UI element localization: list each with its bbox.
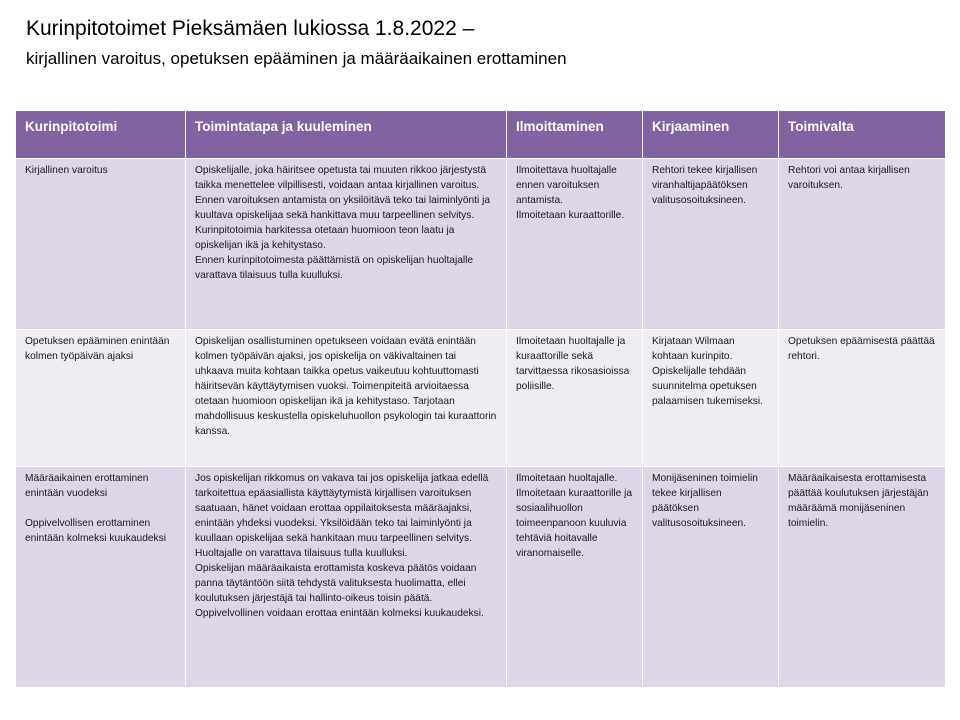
cell-notification: Ilmoitettava huoltajalle ennen varoituksen antamista. Ilmoitetaan kuraattorille.: [507, 159, 643, 330]
cell-recording: Kirjataan Wilmaan kohtaan kurinpito. Opiskelijalle tehdään suunnitelma opetuksen palaamisen tukemiseksi.: [643, 330, 779, 467]
slide-subtitle: kirjallinen varoitus, opetuksen epääminen ja määräaikainen erottaminen: [26, 49, 567, 68]
cell-recording: Rehtori tekee kirjallisen viranhaltijapäätöksen valitusosoituksineen.: [643, 159, 779, 330]
header-authority: Toimivalta: [779, 111, 946, 159]
cell-notification: Ilmoitetaan huoltajalle. Ilmoitetaan kuraattorille ja sosiaalihuollon toimeenpanoon kuuluvia tehtäviä hoitavalle viranomaiselle.: [507, 467, 643, 688]
header-notification: Ilmoittaminen: [507, 111, 643, 159]
table-header-row: [16, 111, 946, 159]
cell-procedure: Opiskelijan osallistuminen opetukseen voidaan evätä enintään kolmen työpäivän ajaksi, jos opiskelija on väkivaltainen tai uhkaava muita kohtaan taikka opetus vaikeutuu kohtuuttomasti häiritsevän käyttäytymisen vuoksi. Toimenpiteitä arvioitaessa otetaan huomioon opiskelijan ikä ja kehitystaso. Tarjotaan mahdollisuus keskustella opiskeluhuollon psykologin tai kuraattorin kanssa.: [186, 330, 507, 467]
header-recording: Kirjaaminen: [643, 111, 779, 159]
cell-measure: Opetuksen epääminen enintään kolmen työpäivän ajaksi: [16, 330, 186, 467]
table-row: [16, 159, 946, 330]
header-measure: Kurinpitotoimi: [16, 111, 186, 159]
cell-procedure: Jos opiskelijan rikkomus on vakava tai jos opiskelija jatkaa edellä tarkoitettua epäasiallista käyttäytymistä kirjallisen varoituksen saatuaan, hänet voidaan erottaa oppilaitoksesta määräajaksi, enintään yhdeksi vuodeksi. Yksilöidään teko tai laiminlyönti ja kuullaan opiskelijaa sekä hankitaan muu tarpeellinen selvitys. Huoltajalle on varattava tilaisuus tulla kuulluksi. Opiskelijan määräaikaista erottamista koskeva päätös voidaan panna täytäntöön siitä tehdystä valituksesta huolimatta, ellei koulutuksen järjestäjä tai hallinto-oikeus toisin päätä. Oppivelvollinen voidaan erottaa enintään kolmeksi kuukaudeksi.: [186, 467, 507, 688]
cell-authority: Opetuksen epäämisestä päättää rehtori.: [779, 330, 946, 467]
cell-authority: Määräaikaisesta erottamisesta päättää koulutuksen järjestäjän määräämä monijäseninen toimielin.: [779, 467, 946, 688]
cell-authority: Rehtori voi antaa kirjallisen varoituksen.: [779, 159, 946, 330]
discipline-table: [15, 110, 946, 688]
cell-procedure: Opiskelijalle, joka häiritsee opetusta tai muuten rikkoo järjestystä taikka menettelee vilpillisesti, voidaan antaa kirjallinen varoitus. Ennen varoituksen antamista on yksilöitävä teko tai laiminlyönti ja kuultava opiskelijaa sekä hankittava muu tarpeellinen selvitys. Kurinpitotoimia harkitessa otetaan huomioon teon laatu ja opiskelijan ikä ja kehitystaso. Ennen kurinpitotoimesta päättämistä on opiskelijan huoltajalle varattava tilaisuus tulla kuulluksi.: [186, 159, 507, 330]
cell-measure: Kirjallinen varoitus: [16, 159, 186, 330]
cell-recording: Monijäseninen toimielin tekee kirjallisen päätöksen valitusosoituksineen.: [643, 467, 779, 688]
cell-measure: Määräaikainen erottaminen enintään vuodeksi Oppivelvollisen erottaminen enintään kolmeksi kuukaudeksi: [16, 467, 186, 688]
table-row: [16, 330, 946, 467]
table-row: [16, 467, 946, 688]
cell-notification: Ilmoitetaan huoltajalle ja kuraattorille sekä tarvittaessa rikosasioissa poliisille.: [507, 330, 643, 467]
slide-title: Kurinpitotoimet Pieksämäen lukiossa 1.8.2022 –: [26, 17, 475, 40]
header-procedure: Toimintatapa ja kuuleminen: [186, 111, 507, 159]
